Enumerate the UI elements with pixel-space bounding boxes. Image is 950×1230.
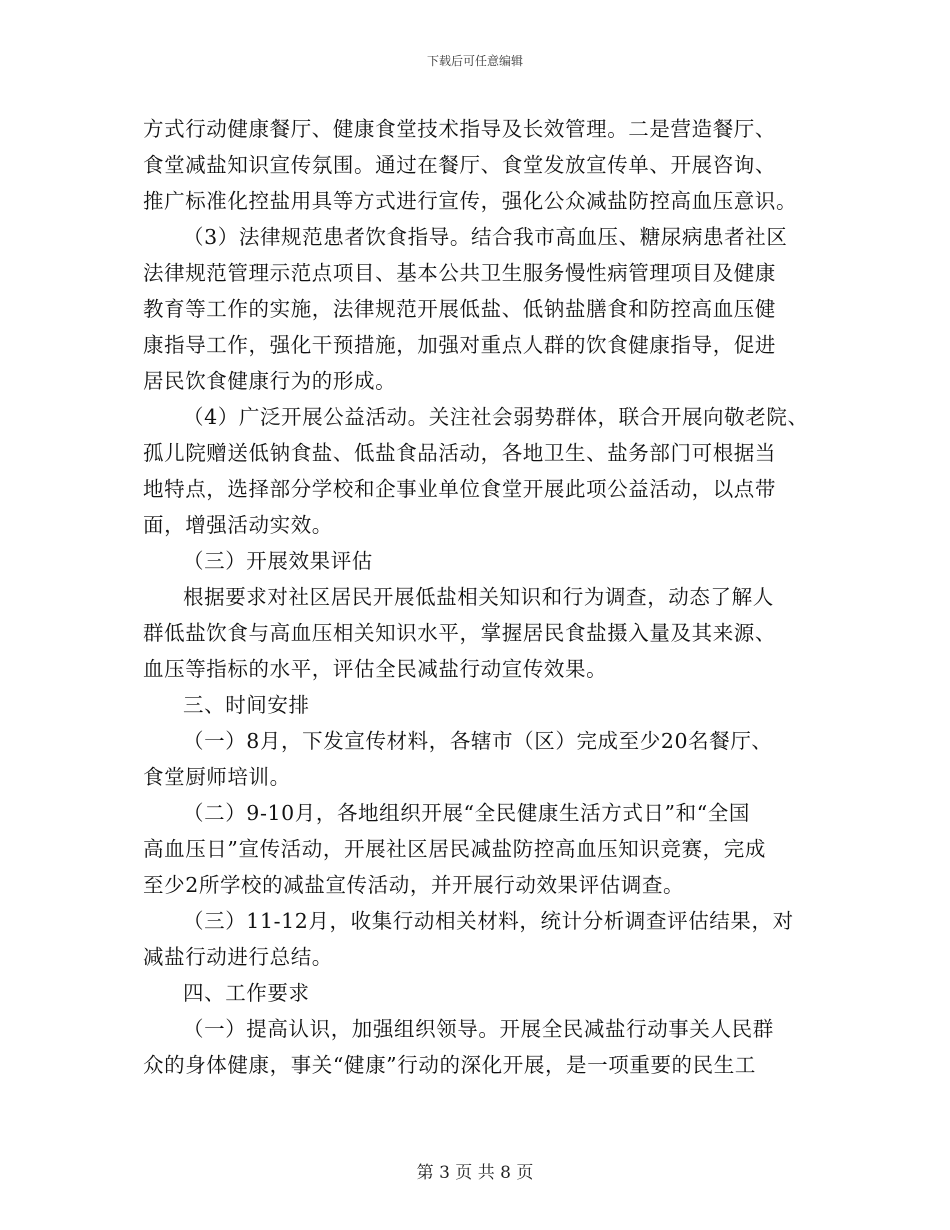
text-line: （4）广泛开展公益活动。关注社会弱势群体，联合开展向敬老院、 (183, 405, 809, 429)
text-line: （3）法律规范患者饮食指导。结合我市高血压、糖尿病患者社区 (183, 225, 788, 249)
text-line: 康指导工作，强化干预措施，加强对重点人群的饮食健康指导，促进 (143, 333, 776, 357)
text-line: 孤儿院赠送低钠食盐、低盐食品活动，各地卫生、盐务部门可根据当 (143, 441, 776, 465)
section-heading: 四、工作要求 (183, 981, 310, 1005)
page-number: 第 3 页 共 8 页 (416, 1163, 534, 1183)
page-header: 下载后可任意编辑 (426, 54, 523, 68)
text-line: 方式行动健康餐厅、健康食堂技术指导及长效管理。二是营造餐厅、 (143, 117, 776, 141)
text-line: 面，增强活动实效。 (143, 513, 333, 537)
section-heading: （三）开展效果评估 (183, 549, 373, 573)
text-line: 食堂减盐知识宣传氛围。通过在餐厅、食堂发放宣传单、开展咨询、 (143, 153, 776, 177)
text-line: （三）11-12月，收集行动相关材料，统计分析调查评估结果，对 (183, 909, 794, 933)
text-line: 食堂厨师培训。 (143, 765, 291, 789)
text-line: 群低盐饮食与高血压相关知识水平，掌握居民食盐摄入量及其来源、 (143, 621, 776, 645)
text-line: 教育等工作的实施，法律规范开展低盐、低钠盐膳食和防控高血压健 (143, 297, 776, 321)
text-line: 地特点，选择部分学校和企事业单位食堂开展此项公益活动，以点带 (143, 477, 776, 501)
text-line: 居民饮食健康行为的形成。 (143, 369, 397, 393)
text-line: 众的身体健康，事关“健康”行动的深化开展，是一项重要的民生工 (143, 1053, 756, 1077)
text-line: 法律规范管理示范点项目、基本公共卫生服务慢性病管理项目及健康 (143, 261, 776, 285)
text-line: 至少2所学校的减盐宣传活动，并开展行动效果评估调查。 (143, 873, 685, 897)
text-line: （一）提高认识，加强组织领导。开展全民减盐行动事关人民群 (183, 1017, 774, 1041)
text-line: 根据要求对社区居民开展低盐相关知识和行为调查，动态了解人 (183, 585, 774, 609)
text-line: 减盐行动进行总结。 (143, 945, 333, 969)
text-line: 高血压日”宣传活动，开展社区居民减盐防控高血压知识竞赛，完成 (143, 837, 766, 861)
text-line: 血压等指标的水平，评估全民减盐行动宣传效果。 (143, 657, 608, 681)
section-heading: 三、时间安排 (183, 693, 310, 717)
text-line: （一）8月，下发宣传材料，各辖市（区）完成至少20名餐厅、 (183, 729, 773, 753)
text-line: 推广标准化控盐用具等方式进行宣传，强化公众减盐防控高血压意识。 (143, 189, 798, 213)
text-line: （二）9-10月，各地组织开展“全民健康生活方式日”和“全国 (183, 801, 750, 825)
